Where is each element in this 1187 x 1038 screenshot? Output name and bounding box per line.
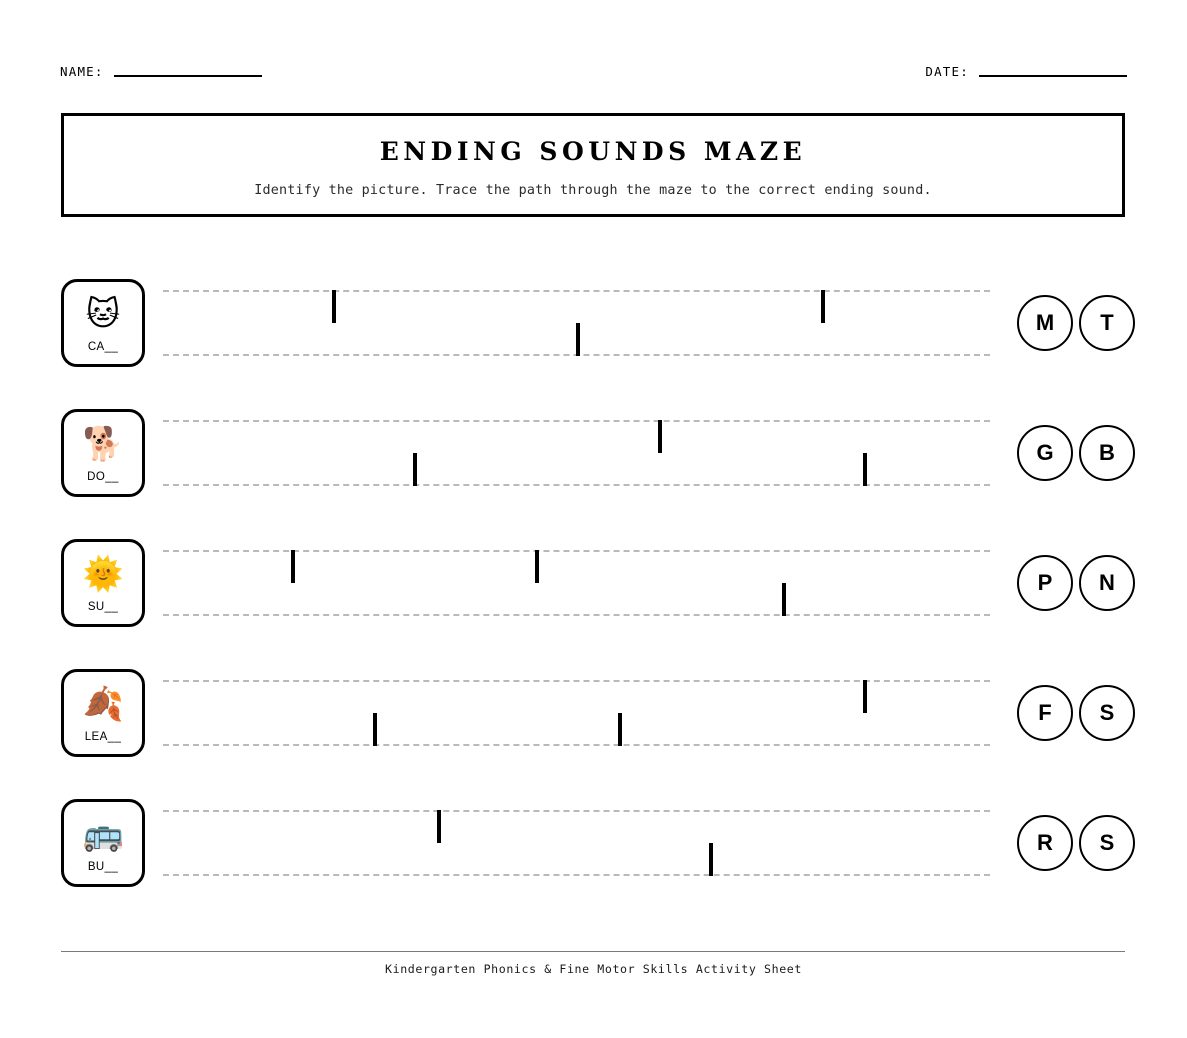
picture-card: [61, 279, 145, 367]
name-label: NAME:: [60, 63, 104, 79]
maze-row: [0, 408, 1187, 538]
maze-wall: [437, 810, 441, 843]
maze-wall: [821, 290, 825, 323]
corridor-rail-top: [163, 810, 990, 812]
maze-rows: [0, 278, 1187, 928]
picture-card: [61, 669, 145, 757]
answer-choice-circle[interactable]: N: [1079, 555, 1135, 611]
maze-corridor[interactable]: [163, 680, 990, 746]
maze-wall: [658, 420, 662, 453]
maze-wall: [373, 713, 377, 746]
answer-options: [995, 278, 1135, 368]
cat-emoji: 🐱: [85, 294, 121, 333]
maze-wall: [782, 583, 786, 616]
answer-choice-circle[interactable]: B: [1079, 425, 1135, 481]
dog-emoji: 🐕: [82, 424, 124, 463]
maze-wall: [576, 323, 580, 356]
answer-choice-circle[interactable]: S: [1079, 815, 1135, 871]
maze-corridor[interactable]: [163, 420, 990, 486]
answer-choice-circle[interactable]: P: [1017, 555, 1073, 611]
corridor-rail-bottom: [163, 744, 990, 746]
title-banner: [61, 113, 1125, 217]
maze-wall: [863, 680, 867, 713]
footer-text: Kindergarten Phonics & Fine Motor Skills Activity Sheet: [385, 962, 802, 976]
picture-word-label: CA__: [87, 340, 119, 353]
answer-choice-circle[interactable]: G: [1017, 425, 1073, 481]
answer-options: [995, 408, 1135, 498]
maze-wall: [535, 550, 539, 583]
corridor-rail-bottom: [163, 874, 990, 876]
maze-wall: [709, 843, 713, 876]
worksheet-header: [60, 52, 1127, 80]
maze-wall: [413, 453, 417, 486]
bus-emoji: 🚌: [82, 814, 124, 853]
fallen-leaf-emoji: 🍂: [82, 684, 124, 723]
picture-word-label: SU__: [87, 600, 119, 613]
maze-corridor[interactable]: [163, 290, 990, 356]
answer-options: [995, 798, 1135, 888]
maze-wall: [332, 290, 336, 323]
corridor-rail-top: [163, 420, 990, 422]
sun-emoji: 🌞: [82, 554, 124, 593]
answer-choice-circle[interactable]: M: [1017, 295, 1073, 351]
maze-row: [0, 278, 1187, 408]
picture-card: [61, 539, 145, 627]
picture-word-label: DO__: [87, 470, 119, 483]
answer-choice-circle[interactable]: R: [1017, 815, 1073, 871]
maze-corridor[interactable]: [163, 550, 990, 616]
date-field: [925, 63, 1127, 81]
maze-row: [0, 668, 1187, 798]
name-field: [60, 63, 262, 81]
footer-divider: [61, 951, 1125, 952]
date-label: DATE:: [925, 63, 969, 79]
maze-wall: [863, 453, 867, 486]
instructions-text: Identify the picture. Trace the path through the maze to the correct ending sound.: [254, 182, 932, 198]
answer-choice-circle[interactable]: T: [1079, 295, 1135, 351]
picture-card: [61, 799, 145, 887]
answer-options: [995, 538, 1135, 628]
picture-word-label: BU__: [87, 860, 119, 873]
maze-corridor[interactable]: [163, 810, 990, 876]
answer-choice-circle[interactable]: F: [1017, 685, 1073, 741]
name-write-line[interactable]: [114, 75, 262, 77]
corridor-rail-top: [163, 290, 990, 292]
corridor-rail-bottom: [163, 614, 990, 616]
answer-options: [995, 668, 1135, 758]
corridor-rail-top: [163, 550, 990, 552]
maze-row: [0, 538, 1187, 668]
page-title: ENDING SOUNDS MAZE: [379, 136, 807, 166]
maze-wall: [618, 713, 622, 746]
maze-row: [0, 798, 1187, 928]
picture-word-label: LEA__: [84, 730, 122, 743]
answer-choice-circle[interactable]: S: [1079, 685, 1135, 741]
picture-card: [61, 409, 145, 497]
date-write-line[interactable]: [979, 75, 1127, 77]
maze-wall: [291, 550, 295, 583]
